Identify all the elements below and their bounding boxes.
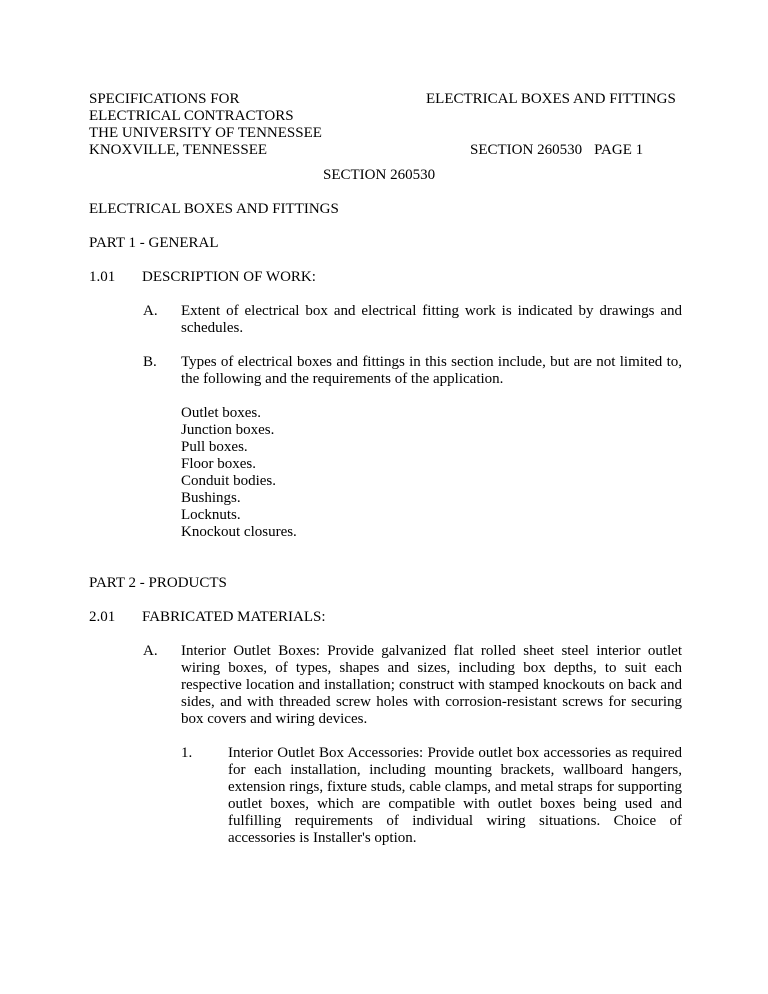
list-item: Locknuts. (181, 507, 241, 523)
item-a-text: Interior Outlet Boxes: Provide galvanized flat rolled sheet steel interior outlet wiring boxes, of types, shapes and sizes, including box depths, to suit each respective location and installation; construct with stamped knockouts on back and sides, and with threaded screw holes with corrosion-resistant screws for securing box covers and wiring devices. (181, 643, 682, 727)
header-left-line: ELECTRICAL CONTRACTORS (89, 108, 294, 124)
list-item: Conduit bodies. (181, 473, 277, 489)
header-section-label: SECTION 260530 (470, 142, 583, 158)
item-a-text: Extent of electrical box and electrical fitting work is indicated by drawings and schedules. (181, 303, 682, 336)
article-201-number: 2.01 (89, 609, 116, 625)
item-a-letter: A. (143, 303, 158, 319)
list-item: Floor boxes. (181, 456, 256, 472)
document-title: ELECTRICAL BOXES AND FITTINGS (89, 201, 339, 217)
section-heading: SECTION 260530 (323, 167, 436, 183)
box-types-list (181, 405, 297, 541)
header-right-title: ELECTRICAL BOXES AND FITTINGS (426, 91, 676, 107)
header-left-line: KNOXVILLE, TENNESSEE (89, 142, 268, 158)
header-left-line: SPECIFICATIONS FOR (89, 91, 240, 107)
subitem-1-text: Interior Outlet Box Accessories: Provide outlet box accessories as required for each installation, including mounting brackets, wallboard hangers, extension rings, fixture studs, cable clamps, and metal straps for supporting outlet boxes, which are compatible with outlet boxes being used and fulfilling requirements of individual wiring situations. Choice of accessories is Installer's option. (228, 745, 682, 846)
item-b-letter: B. (143, 354, 157, 370)
list-item: Bushings. (181, 490, 241, 506)
article-101-number: 1.01 (89, 269, 116, 285)
list-item: Pull boxes. (181, 439, 248, 455)
subitem-1-number: 1. (181, 745, 193, 761)
part2-heading: PART 2 - PRODUCTS (89, 575, 227, 591)
article-201-title: FABRICATED MATERIALS: (142, 609, 326, 625)
header-left-block (89, 91, 322, 159)
article-101-title: DESCRIPTION OF WORK: (142, 269, 316, 285)
header-left-line: THE UNIVERSITY OF TENNESSEE (89, 125, 322, 141)
header-section-page (470, 142, 643, 159)
list-item: Junction boxes. (181, 422, 275, 438)
item-a-letter: A. (143, 643, 158, 659)
item-b-text: Types of electrical boxes and fittings in this section include, but are not limited to, the following and the requirements of the application. (181, 354, 682, 387)
list-item: Outlet boxes. (181, 405, 261, 421)
header-page-label: PAGE 1 (594, 142, 644, 158)
part1-heading: PART 1 - GENERAL (89, 235, 219, 251)
list-item: Knockout closures. (181, 524, 297, 540)
